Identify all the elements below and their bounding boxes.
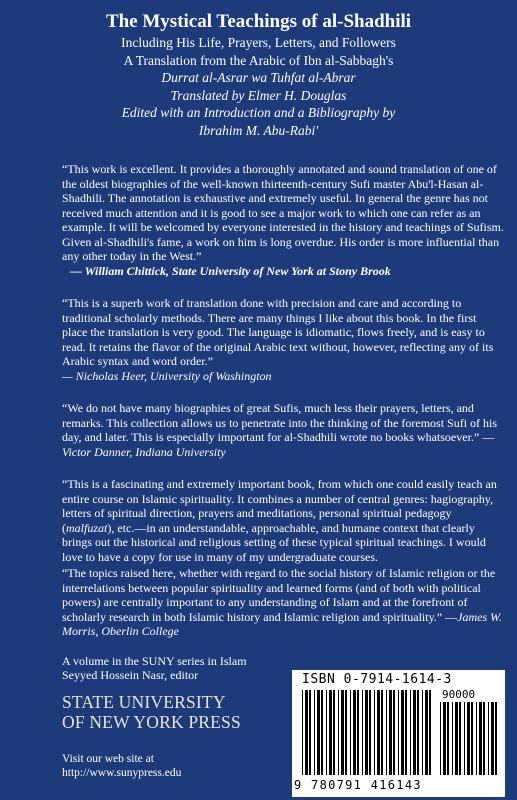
publisher-logo-text <box>62 692 241 732</box>
barcode-bar <box>365 690 368 775</box>
blurb-attribution: — Nicholas Heer, University of Washington <box>62 368 272 383</box>
barcode-bar <box>338 690 339 775</box>
isbn-number: ISBN 0-7914-1614-3 <box>302 672 452 687</box>
barcode-bar <box>401 690 404 775</box>
barcode-bar <box>317 690 320 775</box>
blurb-morris-part1 <box>62 477 504 564</box>
visit-label: Visit our web site at <box>62 753 154 765</box>
barcode-bar <box>413 690 416 775</box>
barcode-bar <box>471 702 473 775</box>
barcode-bar <box>443 702 446 775</box>
website-url[interactable]: http://www.sunypress.edu <box>62 767 182 779</box>
barcode-bar <box>495 702 497 775</box>
barcode-bar <box>345 690 347 775</box>
arabic-title: Durrat al-Asrar wa Tuhfat al-Abrar <box>161 70 356 85</box>
addon-number: 90000 <box>442 688 476 701</box>
blurb-heer <box>62 296 504 383</box>
subtitle: Including His Life, Prayers, Letters, and Followers <box>121 35 396 50</box>
barcode-bar <box>369 690 371 775</box>
blurb-text: “We do not have many biographies of great Sufis, much less their prayers, letters, and remarks. This collection allows us to penetrate into the thinking of the foremost Sufi of his day, and later. This is especially important for al-Shadhili wrote no books whatsoever.” — <box>62 401 498 444</box>
blurb-italic-term: malfuzat <box>66 520 108 535</box>
barcode-bar <box>488 702 489 775</box>
barcode-bar <box>357 690 359 775</box>
blurb-attribution: — William Chittick, State University of New York at Stony Brook <box>70 263 391 278</box>
series-info <box>62 654 247 682</box>
barcode-bar <box>393 690 395 775</box>
press-line-1: STATE UNIVERSITY <box>62 692 226 712</box>
barcode-bar <box>314 690 315 775</box>
translation-note: A Translation from the Arabic of Ibn al-Sabbagh's <box>123 52 394 68</box>
ean-barcode-bars <box>302 690 434 775</box>
barcode-bar <box>410 690 411 775</box>
barcode-bar <box>417 690 419 775</box>
barcode <box>292 670 505 797</box>
barcode-bar <box>302 690 303 775</box>
blurbs <box>62 162 504 657</box>
barcode-bar <box>459 702 461 775</box>
website-info <box>62 752 181 780</box>
blurb-chittick <box>62 162 504 278</box>
barcode-bar <box>329 690 332 775</box>
barcode-bar <box>476 702 477 775</box>
blurb-morris-part2 <box>62 566 504 639</box>
barcode-bar <box>377 690 380 775</box>
barcode-bar <box>398 690 399 775</box>
barcode-bar <box>353 690 356 775</box>
barcode-bar <box>467 702 470 775</box>
barcode-bar <box>479 702 482 775</box>
barcode-bar <box>374 690 375 775</box>
translator: Translated by Elmer H. Douglas <box>170 87 347 103</box>
barcode-bar <box>321 690 323 775</box>
barcode-bar <box>405 690 407 775</box>
barcode-bar <box>350 690 351 775</box>
barcode-bar <box>386 690 387 775</box>
blurb-text: “This is a superb work of translation done with precision and care and according to traditional scholarly methods. There are many things I like about this book. In the first place the translation is very good. The language is idiomatic, flows freely, and is easy to read. It retains the flavor of the original Arabic text without, however, reflecting any of its Arabic syntax and word order.” <box>62 296 494 368</box>
blurb-attribution: Victor Danner, Indiana University <box>62 444 226 459</box>
barcode-bar <box>425 690 428 775</box>
blurb-text: “This work is excellent. It provides a thoroughly annotated and sound translation of one of the oldest biographies of the well-known thirteenth-century Sufi master Abu'l-Hasan al-Shadhili. The annotation is exhaustive and extremely useful. In general the genre has not received much attention and it is good to see a major work to which one can refer as an example. It will be welcomed by everyone interested in the history and teachings of Sufism. Given al-Shadhili's fame, a work on him is long overdue. His order is more influential than any other today in the West.” <box>62 162 504 263</box>
series-line: A volume in the SUNY series in Islam <box>62 654 247 668</box>
editor-note: Edited with an Introduction and a Bibliography by <box>121 105 396 120</box>
barcode-bar <box>309 690 311 775</box>
barcode-bar <box>341 690 344 775</box>
addon-barcode-bars <box>440 702 500 775</box>
barcode-bar <box>389 690 392 775</box>
barcode-bar <box>491 702 494 775</box>
blurb-text: “This is a fascinating and extremely important book, from which one could easily teach an entire course on Islamic spirituality. It combines a number of central genres: hagiography, letters of spiritual direction, prayers and meditations, personal spiritual pedagogy ( <box>62 477 497 535</box>
barcode-bar <box>333 690 335 775</box>
blurb-danner <box>62 401 504 459</box>
blurb-text: “The topics raised here, whether with regard to the social history of Islamic religion or the interrelations between popular spirituality and learned forms (and of both with political powers) are centrally important to any understanding of Islam and at the forefront of scholarly research in both Islamic history and Islamic religion and spirituality.” — <box>62 566 496 624</box>
barcode-bar <box>483 702 485 775</box>
blurb-text: ), etc.—in an understandable, approachable, and humane context that clearly brings out the historical and religious setting of these typical spiritual teachings. I would love to have a copy for use in many of my undergraduate courses. <box>62 520 486 564</box>
barcode-bar <box>440 702 441 775</box>
barcode-bar <box>455 702 458 775</box>
barcode-bar <box>381 690 383 775</box>
barcode-bar <box>447 702 449 775</box>
ean-number: 9 780791 416143 <box>294 778 422 792</box>
barcode-bar <box>362 690 363 775</box>
series-editor: Seyyed Hossein Nasr, editor <box>62 668 199 682</box>
blurb-attribution: James W. Morris, Oberlin College <box>62 609 503 638</box>
press-line-2: OF NEW YORK PRESS <box>62 712 241 732</box>
barcode-bar <box>452 702 453 775</box>
barcode-bar <box>422 690 423 775</box>
book-title: The Mystical Teachings of al-Shadhili <box>105 11 412 32</box>
barcode-bar <box>464 702 465 775</box>
cover-header <box>0 10 517 139</box>
editor-name: Ibrahim M. Abu-Rabi' <box>198 122 319 138</box>
barcode-bar <box>326 690 327 775</box>
barcode-bar <box>429 690 431 775</box>
barcode-bar <box>305 690 308 775</box>
